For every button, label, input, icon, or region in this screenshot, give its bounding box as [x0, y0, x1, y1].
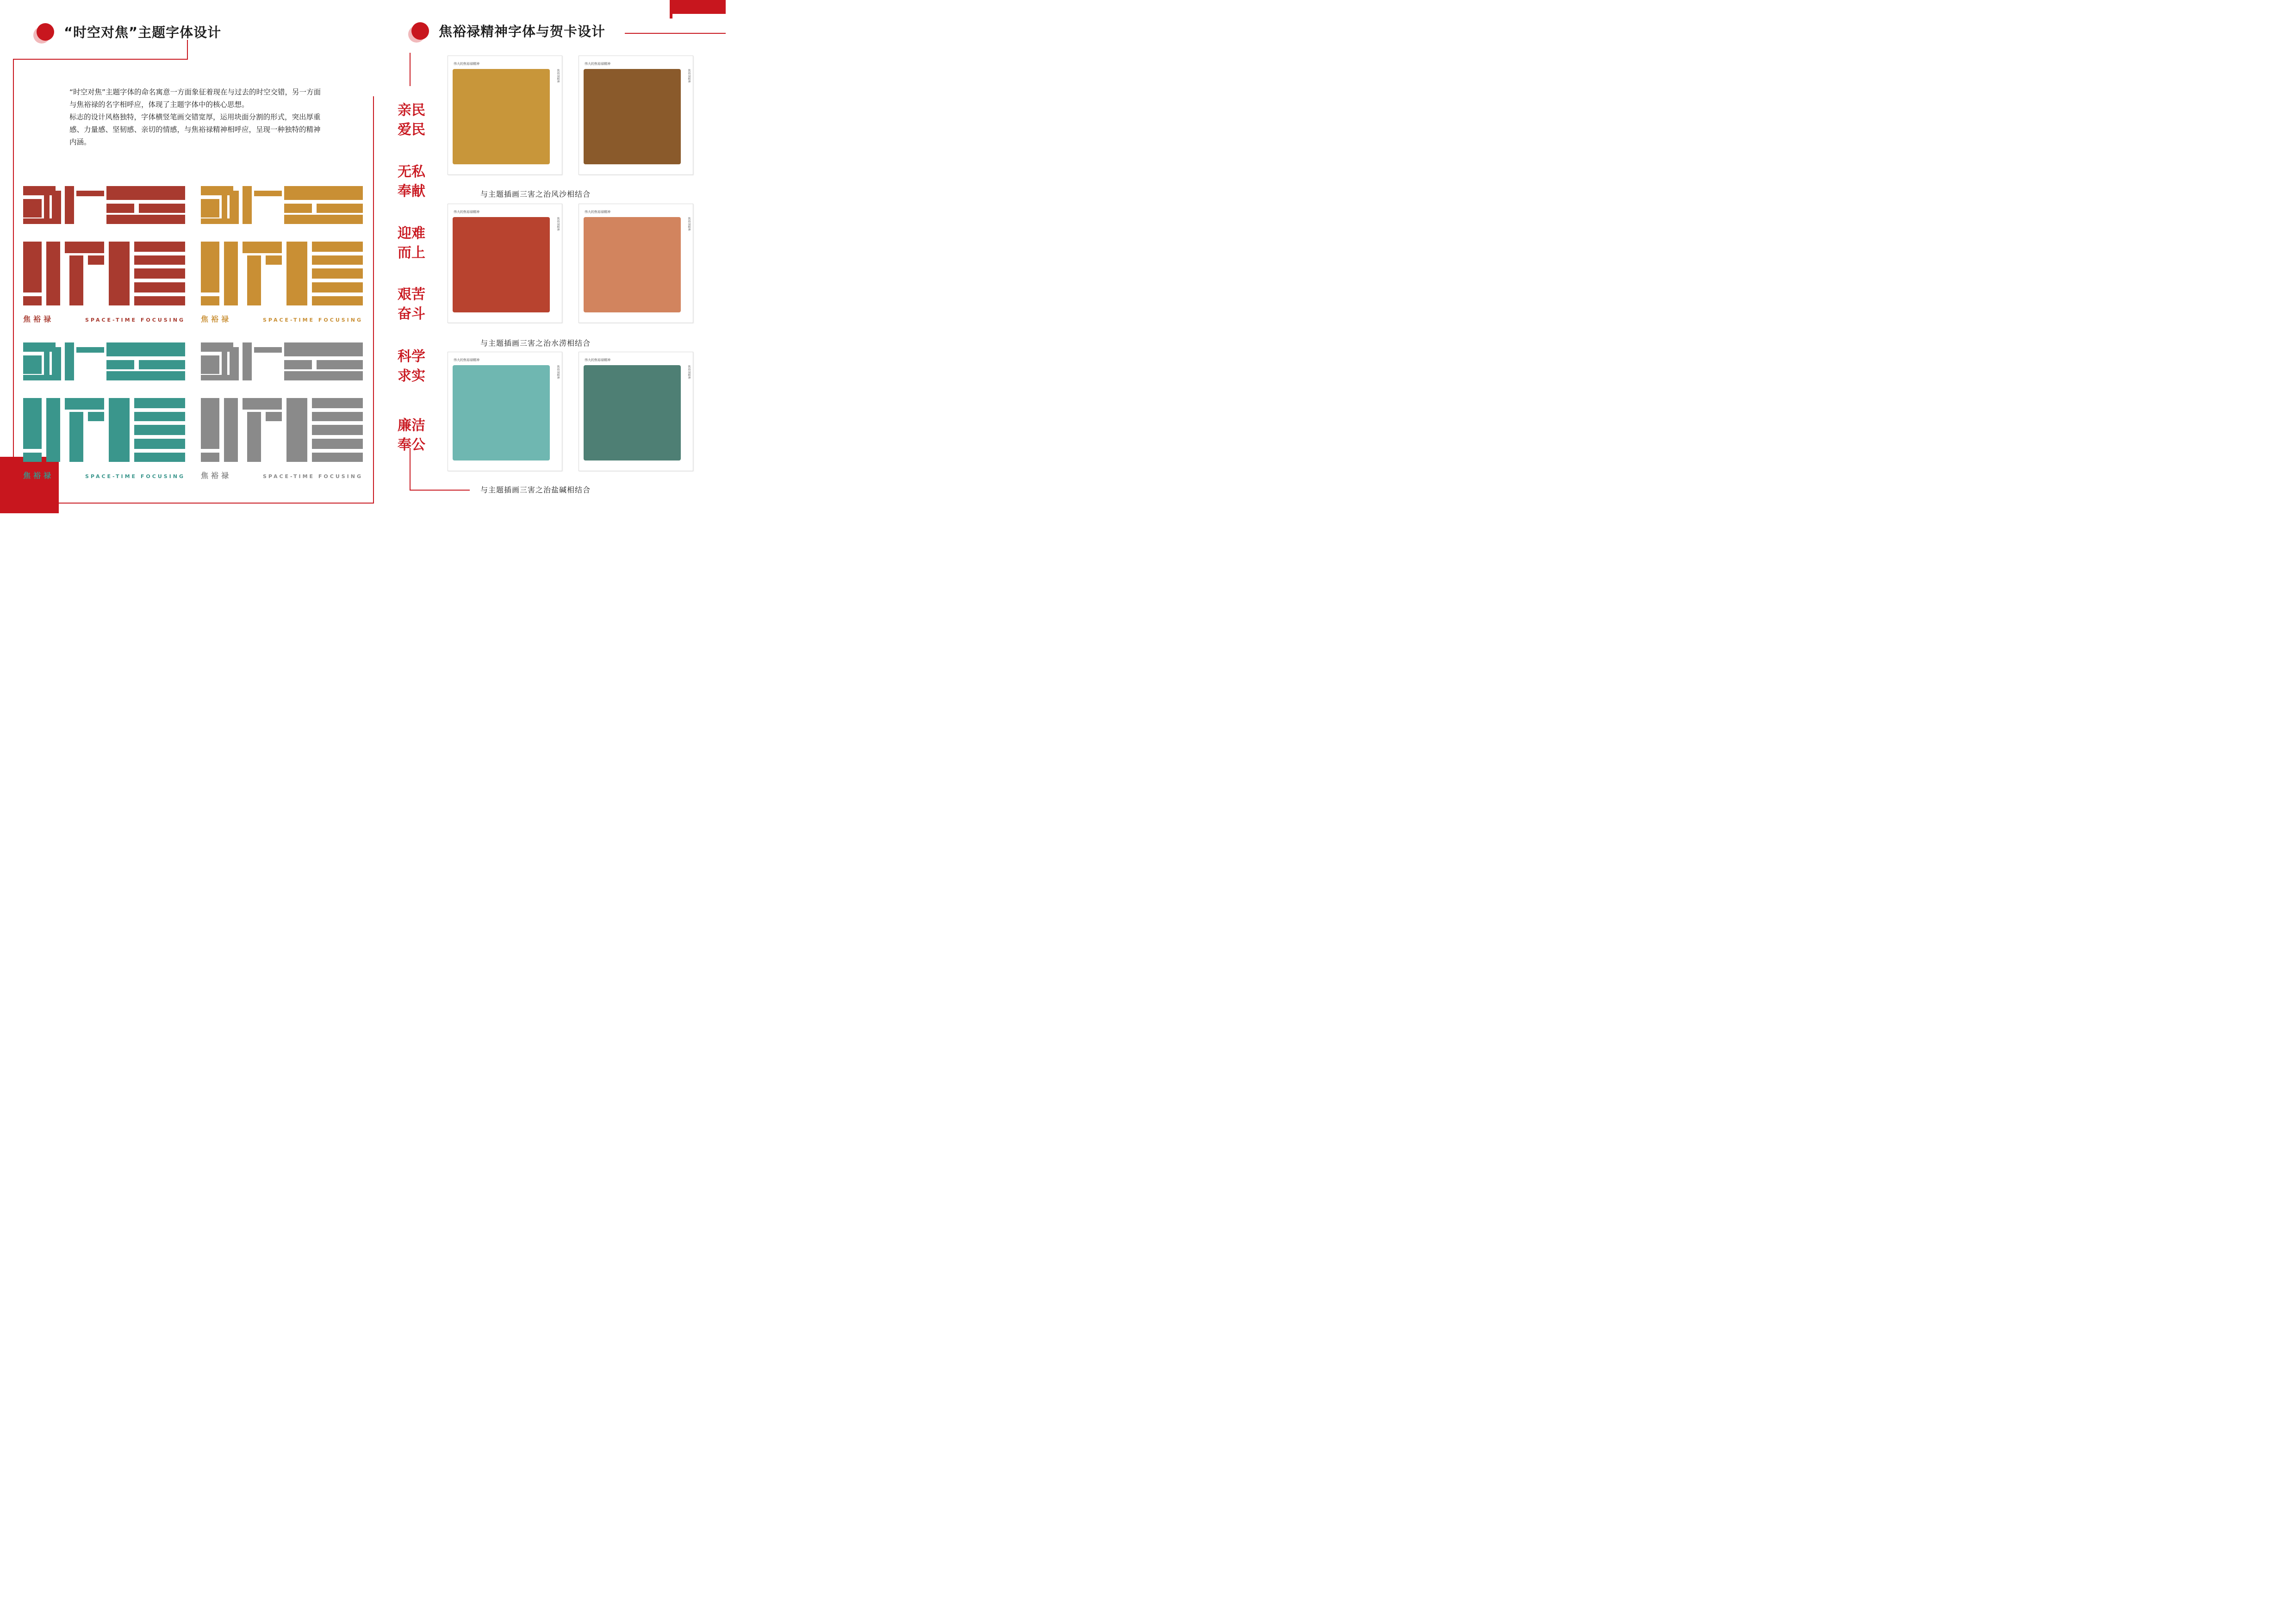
description-paragraph-1: “时空对焦”主题字体的命名寓意一方面象征着现在与过去的时空交错，另一方面与焦裕禄的名字相呼应，体现了主题字体中的核心思想。: [69, 88, 321, 109]
right-title-dot: [408, 22, 429, 44]
description-paragraph-2: 标志的设计风格独特，字体横竖笔画交错宽厚，运用块面分割的形式，突出厚重感、力量感、坚韧感、亲切的情感，与焦裕禄精神相呼应，呈现一种独特的精神内涵。: [69, 113, 321, 146]
card-side-text: 焦裕禄精神: [687, 365, 691, 379]
left-title-dot: [33, 23, 55, 44]
card-art: [453, 217, 550, 312]
left-frame-top: [13, 59, 188, 60]
glyph-stroke: [201, 375, 239, 380]
glyph-stroke: [312, 268, 363, 279]
glyph-stroke: [106, 215, 185, 224]
svg-text:科学求实: 科学求实: [398, 348, 425, 384]
glyph-stroke: [201, 242, 219, 292]
glyph-stroke: [88, 255, 104, 265]
glyph-stroke: [284, 371, 363, 380]
glyph-stroke: [312, 425, 363, 435]
top-right-corner-block: [670, 0, 726, 14]
logo-name-en: SPACE-TIME FOCUSING: [262, 473, 363, 479]
glyph-stroke: [139, 204, 185, 213]
glyph-stroke: [23, 296, 42, 305]
glyph-stroke: [76, 347, 104, 353]
card-row-caption: 与主题插画三害之治水涝相结合: [480, 339, 591, 348]
spirit-word-art: [382, 221, 441, 261]
glyph-stroke: [317, 204, 363, 213]
spirit-word-art: [382, 344, 441, 384]
right-frame-top: [625, 33, 726, 34]
glyph-stroke: [134, 282, 185, 292]
glyph-stroke: [23, 355, 42, 374]
glyph-stroke: [106, 204, 134, 213]
spirit-word-art: [382, 160, 441, 199]
glyph-stroke: [23, 218, 61, 224]
logo-glyph-art: [201, 186, 363, 305]
glyph-stroke: [109, 242, 130, 305]
glyph-stroke: [52, 191, 61, 223]
glyph-stroke: [65, 398, 104, 410]
glyph-stroke: [106, 342, 185, 356]
glyph-stroke: [106, 186, 185, 200]
greeting-card: [448, 352, 562, 471]
svg-text:廉洁奉公: 廉洁奉公: [398, 417, 425, 453]
glyph-stroke: [134, 296, 185, 305]
greeting-card: [579, 204, 693, 323]
card-heading: 伟大的焦裕禄精神: [585, 358, 610, 362]
glyph-stroke: [312, 296, 363, 305]
logo-name-cn: 焦裕禄: [23, 315, 54, 324]
glyph-stroke: [286, 398, 307, 462]
svg-text:迎难而上: 迎难而上: [398, 225, 425, 261]
right-frame-left-lower: [410, 448, 411, 491]
card-side-text: 焦裕禄精神: [687, 217, 691, 231]
left-description: [69, 86, 323, 149]
glyph-stroke: [284, 215, 363, 224]
card-art: [453, 69, 550, 164]
left-section-title: “时空对焦”主题字体设计: [64, 25, 222, 40]
glyph-stroke: [201, 342, 233, 352]
spirit-word-logo: [382, 160, 441, 199]
greeting-card: [579, 352, 693, 471]
glyph-stroke: [134, 412, 185, 421]
card-side-text: 焦裕禄精神: [687, 69, 691, 83]
card-side-text: 焦裕禄精神: [556, 217, 560, 231]
logo-name-cn: 焦裕禄: [201, 315, 232, 324]
glyph-stroke: [23, 398, 42, 449]
card-heading: 伟大的焦裕禄精神: [585, 62, 610, 66]
svg-text:亲民爱民: 亲民爱民: [398, 102, 425, 138]
spirit-word-art: [382, 413, 441, 453]
glyph-stroke: [284, 342, 363, 356]
logo-variant-red: [23, 186, 185, 325]
logo-glyph-art: [23, 186, 185, 305]
card-heading: 伟大的焦裕禄精神: [454, 210, 479, 214]
glyph-stroke: [201, 355, 219, 374]
card-heading: 伟大的焦裕禄精神: [454, 358, 479, 362]
right-frame-bottom: [410, 490, 470, 491]
glyph-stroke: [284, 360, 312, 369]
glyph-stroke: [247, 255, 261, 305]
glyph-stroke: [224, 242, 238, 305]
logo-variant-teal: [23, 342, 185, 481]
top-right-corner-block-v: [670, 0, 672, 19]
card-art: [584, 69, 681, 164]
card-row-caption: 与主题插画三害之治风沙相结合: [480, 190, 591, 199]
glyph-stroke: [23, 342, 56, 352]
glyph-stroke: [23, 453, 42, 462]
spirit-word-art: [382, 282, 441, 322]
glyph-stroke: [23, 242, 42, 292]
glyph-stroke: [230, 347, 239, 380]
svg-text:艰苦奋斗: 艰苦奋斗: [398, 286, 425, 322]
glyph-stroke: [312, 439, 363, 449]
glyph-stroke: [139, 360, 185, 369]
glyph-stroke: [312, 398, 363, 408]
glyph-stroke: [69, 255, 83, 305]
glyph-stroke: [134, 268, 185, 279]
glyph-stroke: [65, 186, 74, 224]
card-heading: 伟大的焦裕禄精神: [585, 210, 610, 214]
logo-variant-gray: [201, 342, 363, 481]
glyph-stroke: [201, 218, 239, 224]
glyph-stroke: [266, 255, 282, 265]
glyph-stroke: [134, 398, 185, 408]
glyph-stroke: [243, 186, 252, 224]
card-heading: 伟大的焦裕禄精神: [454, 62, 479, 66]
glyph-stroke: [230, 191, 239, 223]
logo-name-en: SPACE-TIME FOCUSING: [85, 473, 185, 479]
spirit-word-logo: [382, 344, 441, 384]
glyph-stroke: [76, 191, 104, 196]
logo-name-en: SPACE-TIME FOCUSING: [85, 317, 185, 323]
glyph-stroke: [46, 242, 60, 305]
glyph-stroke: [46, 398, 60, 462]
left-frame-left: [13, 59, 14, 458]
glyph-stroke: [23, 199, 42, 218]
glyph-stroke: [65, 342, 74, 380]
greeting-card: [448, 56, 562, 175]
glyph-stroke: [312, 412, 363, 421]
glyph-stroke: [201, 296, 219, 305]
glyph-stroke: [247, 412, 261, 462]
glyph-stroke: [201, 186, 233, 195]
glyph-stroke: [201, 453, 219, 462]
glyph-stroke: [284, 204, 312, 213]
card-art: [584, 217, 681, 312]
svg-text:无私奉献: 无私奉献: [398, 164, 425, 199]
glyph-stroke: [312, 255, 363, 265]
card-side-text: 焦裕禄精神: [556, 69, 560, 83]
glyph-stroke: [284, 186, 363, 200]
logo-variant-gold: [201, 186, 363, 325]
logo-glyph-art: [201, 342, 363, 462]
glyph-stroke: [134, 453, 185, 462]
logo-name-cn: 焦裕禄: [23, 471, 54, 480]
glyph-stroke: [201, 398, 219, 449]
left-frame-top-tick: [187, 40, 188, 60]
glyph-stroke: [65, 242, 104, 253]
spirit-word-logo: [382, 282, 441, 322]
greeting-card: [448, 204, 562, 323]
glyph-stroke: [88, 412, 104, 421]
logo-name-cn: 焦裕禄: [201, 471, 232, 480]
spirit-word-logo: [382, 221, 441, 261]
glyph-stroke: [243, 342, 252, 380]
glyph-stroke: [134, 439, 185, 449]
right-frame-left: [410, 53, 411, 86]
glyph-stroke: [312, 453, 363, 462]
card-art: [584, 365, 681, 460]
card-side-text: 焦裕禄精神: [556, 365, 560, 379]
glyph-stroke: [286, 242, 307, 305]
glyph-stroke: [201, 199, 219, 218]
spirit-word-art: [382, 98, 441, 138]
glyph-stroke: [312, 282, 363, 292]
logo-name-en: SPACE-TIME FOCUSING: [262, 317, 363, 323]
glyph-stroke: [312, 242, 363, 252]
right-section-title: 焦裕禄精神字体与贺卡设计: [439, 24, 606, 39]
glyph-stroke: [23, 186, 56, 195]
greeting-card: [579, 56, 693, 175]
left-frame-right: [373, 96, 374, 504]
left-frame-bottom: [59, 503, 374, 504]
glyph-stroke: [254, 347, 282, 353]
spirit-word-logo: [382, 413, 441, 453]
card-row-caption: 与主题插画三害之治盐碱相结合: [480, 485, 591, 494]
glyph-stroke: [243, 242, 282, 253]
glyph-stroke: [52, 347, 61, 380]
glyph-stroke: [254, 191, 282, 196]
spirit-word-logo: [382, 98, 441, 138]
glyph-stroke: [109, 398, 130, 462]
logo-glyph-art: [23, 342, 185, 462]
glyph-stroke: [23, 375, 61, 380]
glyph-stroke: [266, 412, 282, 421]
glyph-stroke: [106, 371, 185, 380]
glyph-stroke: [69, 412, 83, 462]
glyph-stroke: [243, 398, 282, 410]
glyph-stroke: [106, 360, 134, 369]
card-art: [453, 365, 550, 460]
glyph-stroke: [134, 242, 185, 252]
glyph-stroke: [317, 360, 363, 369]
glyph-stroke: [224, 398, 238, 462]
glyph-stroke: [134, 255, 185, 265]
glyph-stroke: [134, 425, 185, 435]
